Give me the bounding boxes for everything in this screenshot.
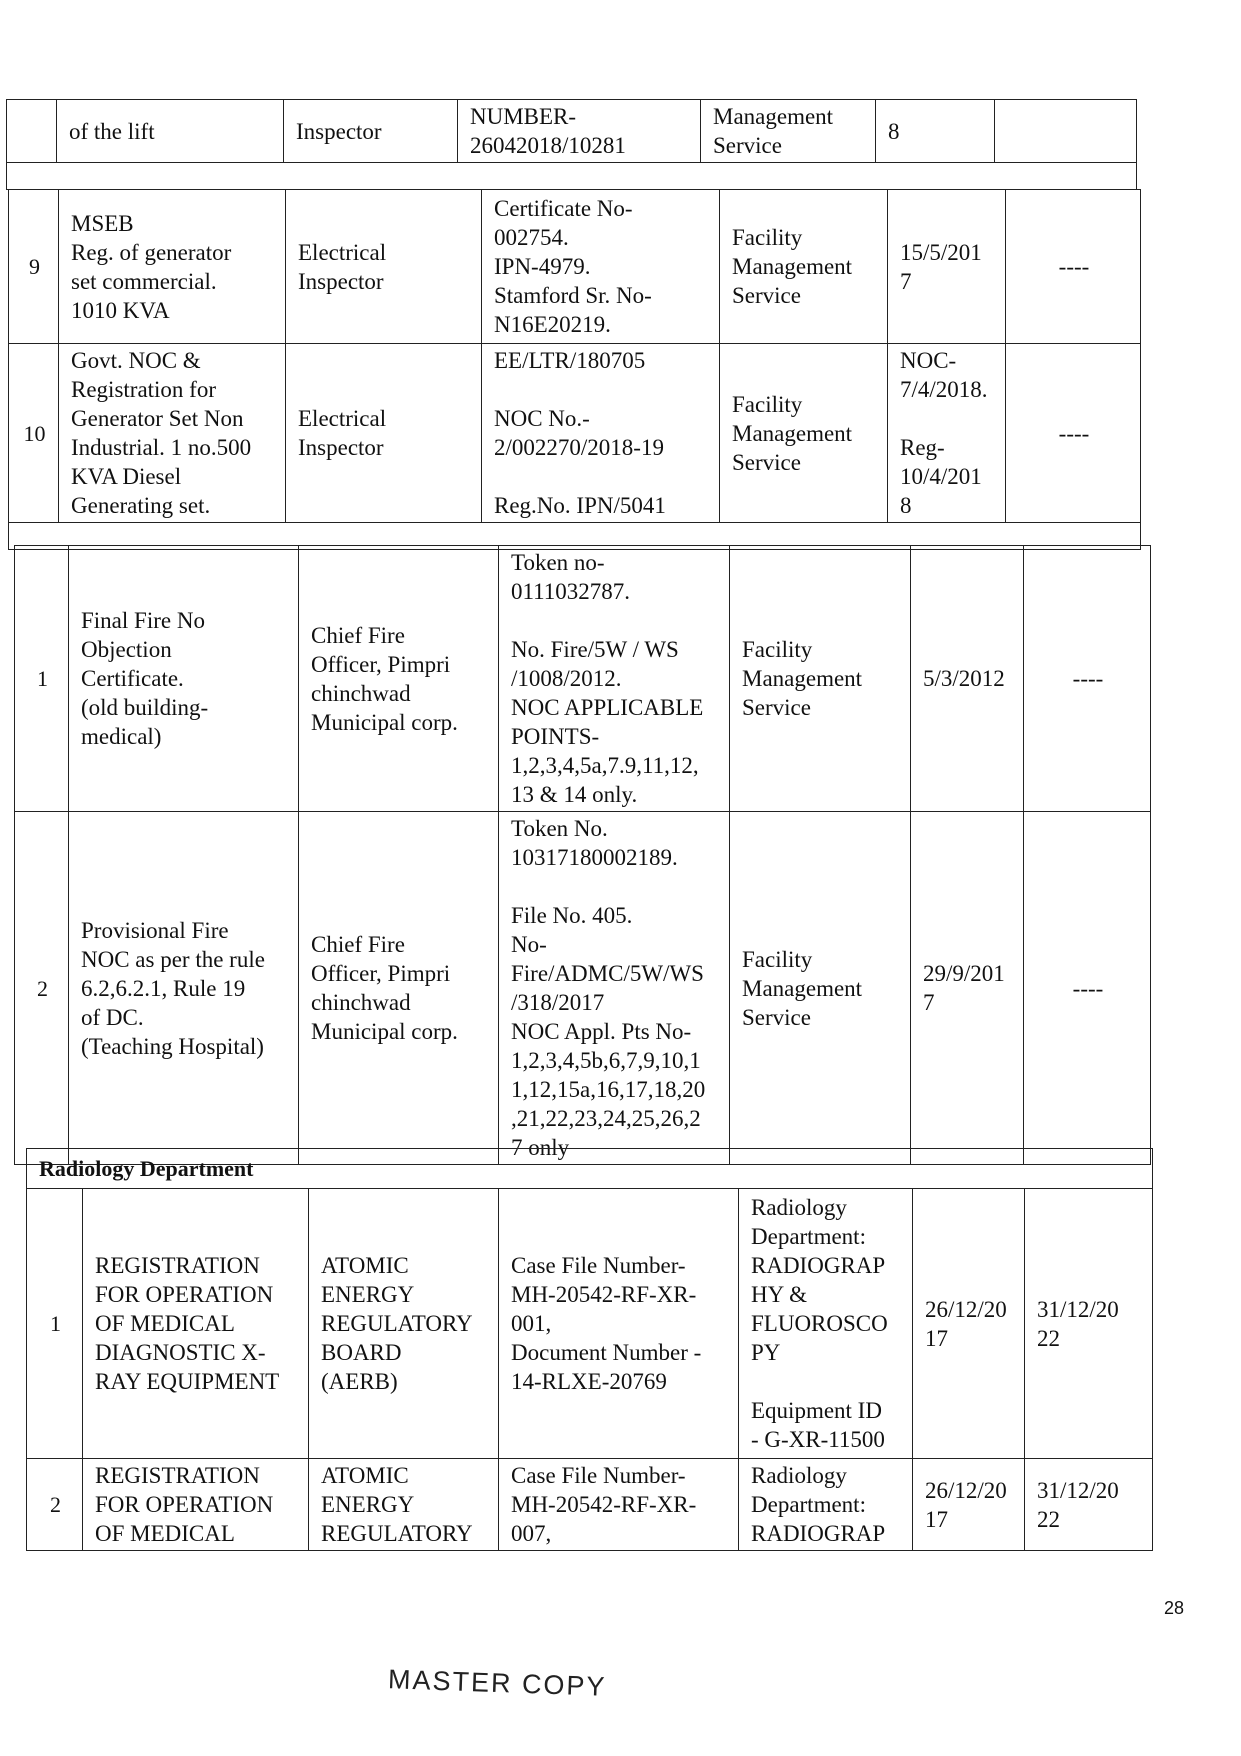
authority-cell: Chief Fire Officer, Pimpri chinchwad Municipal corp. <box>299 812 499 1165</box>
serial-number-cell <box>7 100 57 163</box>
reference-cell: EE/LTR/180705 NOC No.- 2/002270/2018-19 Reg.No. IPN/5041 <box>482 344 720 523</box>
responsible-cell: Facility Management Service <box>730 812 911 1165</box>
date-cell: 29/9/201 7 <box>911 812 1024 1165</box>
serial-number-cell: 2 <box>15 812 69 1165</box>
table-row <box>9 344 1141 523</box>
authority-cell: Inspector <box>284 100 458 163</box>
authority-cell: Electrical Inspector <box>286 344 482 523</box>
reference-cell: Token No. 10317180002189. File No. 405. No- Fire/ADMC/5W/WS /318/2017 NOC Appl. Pts No- 1,2,3,4,5b,6,7,9,10,1 1,12,15a,16,17,18,20 ,21,22,23,24,25,26,2 7 only <box>499 812 730 1165</box>
reference-cell: Token no- 0111032787. No. Fire/5W / WS /1008/2012. NOC APPLICABLE POINTS- 1,2,3,4,5a,7.9,11,12, 13 & 14 only. <box>499 546 730 812</box>
licence-name-cell: Final Fire No Objection Certificate. (old building- medical) <box>69 546 299 812</box>
licence-name-cell: of the lift <box>57 100 284 163</box>
serial-number-cell: 2 <box>27 1459 83 1551</box>
validity-cell: 31/12/20 22 <box>1025 1459 1153 1551</box>
table-row <box>27 1459 1153 1551</box>
section-header-row <box>27 1149 1153 1189</box>
responsible-cell: Radiology Department: RADIOGRAP <box>739 1459 913 1551</box>
compliance-table-electrical <box>8 189 1141 550</box>
responsible-cell: Management Service <box>701 100 876 163</box>
validity-cell: ---- <box>1024 812 1151 1165</box>
serial-number-cell: 1 <box>27 1189 83 1459</box>
responsible-cell: Facility Management Service <box>720 344 888 523</box>
licence-name-cell: Provisional Fire NOC as per the rule 6.2,6.2.1, Rule 19 of DC. (Teaching Hospital) <box>69 812 299 1165</box>
compliance-table-fire <box>14 545 1151 1165</box>
validity-cell <box>995 100 1137 163</box>
table-row <box>9 190 1141 344</box>
reference-cell: Case File Number- MH-20542-RF-XR- 001, Document Number - 14-RLXE-20769 <box>499 1189 739 1459</box>
table-separator <box>7 163 1137 190</box>
date-cell: 26/12/20 17 <box>913 1189 1025 1459</box>
responsible-cell: Facility Management Service <box>730 546 911 812</box>
responsible-cell: Radiology Department: RADIOGRAP HY & FLUOROSCO PY Equipment ID - G-XR-11500 <box>739 1189 913 1459</box>
table-row <box>7 100 1137 163</box>
serial-number-cell: 9 <box>9 190 59 344</box>
date-cell: 15/5/201 7 <box>888 190 1006 344</box>
compliance-table-lift <box>6 99 1137 190</box>
compliance-table-radiology <box>26 1148 1153 1551</box>
date-cell: 26/12/20 17 <box>913 1459 1025 1551</box>
responsible-cell: Facility Management Service <box>720 190 888 344</box>
date-cell: NOC- 7/4/2018. Reg- 10/4/201 8 <box>888 344 1006 523</box>
date-cell: 5/3/2012 <box>911 546 1024 812</box>
master-copy-stamp: MASTER COPY <box>387 1664 608 1702</box>
reference-cell: Case File Number- MH-20542-RF-XR- 007, <box>499 1459 739 1551</box>
validity-cell: ---- <box>1006 344 1141 523</box>
authority-cell: Chief Fire Officer, Pimpri chinchwad Municipal corp. <box>299 546 499 812</box>
licence-name-cell: Govt. NOC & Registration for Generator Set Non Industrial. 1 no.500 KVA Diesel Generating set. <box>59 344 286 523</box>
authority-cell: ATOMIC ENERGY REGULATORY <box>309 1459 499 1551</box>
page-number: 28 <box>1164 1598 1185 1618</box>
validity-cell: 31/12/20 22 <box>1025 1189 1153 1459</box>
authority-cell: Electrical Inspector <box>286 190 482 344</box>
validity-cell: ---- <box>1006 190 1141 344</box>
licence-name-cell: REGISTRATION FOR OPERATION OF MEDICAL <box>83 1459 309 1551</box>
table-row <box>15 812 1151 1165</box>
licence-name-cell: REGISTRATION FOR OPERATION OF MEDICAL DIAGNOSTIC X- RAY EQUIPMENT <box>83 1189 309 1459</box>
table-row <box>27 1189 1153 1459</box>
separator-cell <box>7 163 1137 190</box>
authority-cell: ATOMIC ENERGY REGULATORY BOARD (AERB) <box>309 1189 499 1459</box>
reference-cell: Certificate No- 002754. IPN-4979. Stamford Sr. No- N16E20219. <box>482 190 720 344</box>
serial-number-cell: 10 <box>9 344 59 523</box>
date-cell: 8 <box>876 100 995 163</box>
serial-number-cell: 1 <box>15 546 69 812</box>
validity-cell: ---- <box>1024 546 1151 812</box>
table-row <box>15 546 1151 812</box>
licence-name-cell: MSEB Reg. of generator set commercial. 1010 KVA <box>59 190 286 344</box>
reference-cell: NUMBER- 26042018/10281 <box>458 100 701 163</box>
section-title: Radiology Department <box>27 1149 1153 1189</box>
